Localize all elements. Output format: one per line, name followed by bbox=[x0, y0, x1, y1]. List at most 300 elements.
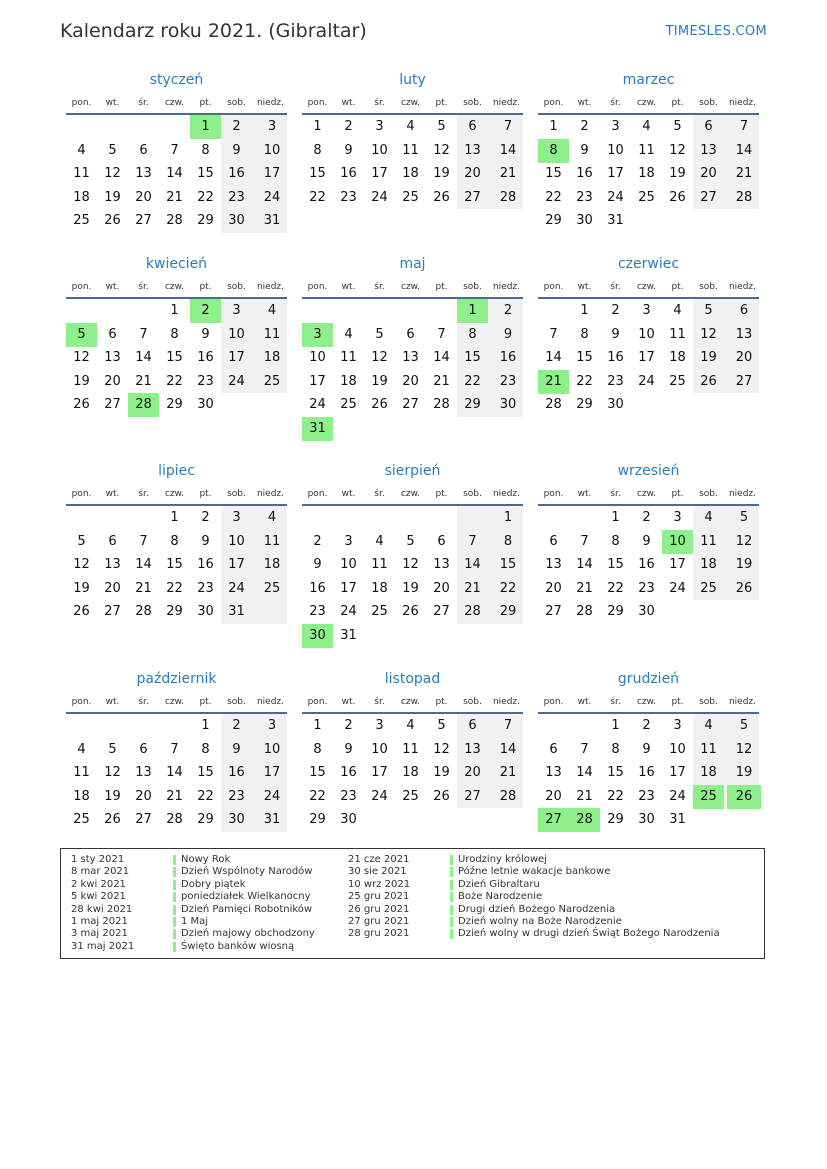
day-cell: 25 bbox=[263, 373, 281, 389]
weekday-label: pon. bbox=[307, 282, 328, 292]
day-cell: 28 bbox=[166, 812, 183, 827]
day-cell: 9 bbox=[344, 142, 353, 158]
legend-holiday-name: Urodziny królowej bbox=[458, 854, 547, 865]
legend-date: 2 kwi 2021 bbox=[71, 878, 126, 890]
day-cell: 6 bbox=[739, 303, 749, 318]
day-cell: 29 bbox=[545, 213, 562, 228]
day-cell: 30 bbox=[228, 213, 245, 228]
day-cell: 26 bbox=[104, 213, 121, 228]
day-cell: 22 bbox=[499, 580, 517, 596]
weekday-label: pon. bbox=[543, 98, 564, 108]
weekday-label: pt. bbox=[199, 98, 212, 108]
day-cell: 28 bbox=[128, 393, 159, 417]
day-cell: 13 bbox=[135, 166, 152, 181]
weekday-label: śr. bbox=[610, 489, 621, 499]
legend-date: 28 gru 2021 bbox=[348, 928, 410, 940]
day-cell: 11 bbox=[669, 326, 686, 342]
day-cell: 21 bbox=[538, 370, 569, 394]
day-cell: 18 bbox=[402, 166, 419, 181]
day-cell: 4 bbox=[704, 718, 713, 733]
weekday-label: niedz. bbox=[256, 282, 285, 292]
day-cell: 22 bbox=[166, 373, 183, 389]
day-cell: 6 bbox=[549, 533, 558, 549]
day-cell: 1 bbox=[201, 718, 210, 733]
day-cell: 18 bbox=[73, 788, 90, 804]
day-cell: 28 bbox=[569, 808, 600, 832]
month-name: wrzesień bbox=[617, 463, 680, 479]
weekday-label: niedz. bbox=[728, 697, 757, 707]
legend-holiday-name: Dzień Gibraltaru bbox=[458, 878, 540, 890]
legend-marker bbox=[450, 855, 453, 865]
day-cell: 14 bbox=[135, 557, 152, 572]
day-cell: 10 bbox=[662, 530, 693, 554]
day-cell: 11 bbox=[73, 166, 90, 181]
day-cell: 6 bbox=[406, 326, 415, 342]
day-cell: 19 bbox=[402, 580, 419, 596]
day-cell: 18 bbox=[371, 580, 388, 596]
day-cell: 1 bbox=[170, 510, 179, 525]
legend-date: 10 wrz 2021 bbox=[348, 878, 411, 890]
weekday-label: wt. bbox=[105, 697, 120, 707]
day-cell: 17 bbox=[638, 350, 655, 365]
day-cell: 18 bbox=[700, 765, 717, 780]
day-cell: 22 bbox=[576, 373, 593, 389]
day-cell: 20 bbox=[700, 166, 717, 181]
day-cell: 23 bbox=[607, 373, 624, 389]
day-cell: 22 bbox=[607, 580, 624, 596]
day-cell: 19 bbox=[700, 350, 717, 365]
day-cell: 5 bbox=[108, 142, 117, 158]
legend-holiday-name: Dzień wolny na Boże Narodzenie bbox=[458, 916, 622, 927]
day-cell: 15 bbox=[197, 166, 214, 181]
day-cell: 9 bbox=[580, 142, 589, 158]
day-cell: 26 bbox=[73, 397, 90, 412]
day-cell: 15 bbox=[197, 765, 214, 780]
day-cell: 3 bbox=[267, 119, 277, 134]
day-cell: 5 bbox=[673, 119, 682, 134]
weekday-label: czw. bbox=[400, 98, 421, 108]
day-cell: 2 bbox=[232, 119, 241, 134]
day-cell: 7 bbox=[739, 119, 749, 134]
day-cell: 12 bbox=[735, 533, 753, 549]
legend-marker bbox=[450, 929, 453, 939]
day-cell: 14 bbox=[735, 142, 753, 158]
weekday-label: pon. bbox=[543, 697, 564, 707]
day-cell: 6 bbox=[108, 326, 117, 342]
weekday-label: niedz. bbox=[256, 697, 285, 707]
day-cell: 13 bbox=[545, 557, 562, 572]
legend-holiday-name: Dzień Wspólnoty Narodów bbox=[181, 866, 313, 878]
legend-marker bbox=[173, 880, 176, 890]
day-cell: 8 bbox=[468, 326, 477, 342]
month-name: kwiecień bbox=[145, 256, 208, 272]
day-cell: 24 bbox=[669, 788, 686, 804]
day-cell: 19 bbox=[433, 765, 450, 780]
day-cell: 30 bbox=[197, 604, 214, 619]
day-cell: 24 bbox=[371, 189, 388, 205]
day-cell: 20 bbox=[433, 580, 450, 596]
day-cell: 22 bbox=[309, 189, 326, 205]
legend-marker bbox=[173, 905, 176, 915]
day-cell: 3 bbox=[232, 303, 241, 318]
day-cell: 7 bbox=[580, 741, 589, 757]
day-cell: 14 bbox=[433, 350, 450, 365]
weekday-label: niedz. bbox=[256, 98, 285, 108]
weekday-label: wt. bbox=[341, 697, 356, 707]
day-cell: 13 bbox=[464, 741, 481, 757]
day-cell: 19 bbox=[73, 580, 90, 596]
weekday-label: niedz. bbox=[492, 697, 521, 707]
day-cell: 6 bbox=[468, 119, 477, 134]
day-cell: 3 bbox=[375, 718, 384, 733]
day-cell: 9 bbox=[201, 326, 210, 342]
weekday-label: sob. bbox=[463, 98, 482, 108]
day-cell: 17 bbox=[669, 765, 686, 780]
day-cell: 22 bbox=[197, 189, 214, 205]
day-cell: 25 bbox=[263, 580, 281, 596]
day-cell: 15 bbox=[166, 557, 183, 572]
day-cell: 21 bbox=[576, 788, 593, 804]
day-cell: 3 bbox=[642, 303, 651, 318]
day-cell: 15 bbox=[464, 350, 481, 365]
weekday-label: pt. bbox=[671, 489, 684, 499]
day-cell: 22 bbox=[464, 373, 481, 389]
day-cell: 8 bbox=[611, 741, 620, 757]
day-cell: 17 bbox=[309, 373, 326, 389]
day-cell: 26 bbox=[700, 373, 717, 389]
day-cell: 1 bbox=[503, 510, 513, 525]
day-cell: 8 bbox=[313, 142, 322, 158]
day-cell: 6 bbox=[468, 718, 477, 733]
day-cell: 6 bbox=[108, 533, 117, 549]
weekday-label: śr. bbox=[610, 282, 621, 292]
weekday-label: pt. bbox=[435, 98, 448, 108]
day-cell: 4 bbox=[77, 741, 86, 757]
day-cell: 19 bbox=[371, 373, 388, 389]
day-cell: 14 bbox=[499, 741, 517, 757]
day-cell: 30 bbox=[197, 397, 214, 412]
day-cell: 5 bbox=[437, 718, 446, 733]
legend-holiday-name: Boże Narodzenie bbox=[458, 891, 543, 903]
day-cell: 16 bbox=[309, 580, 326, 596]
day-cell: 13 bbox=[433, 557, 450, 572]
legend-holiday-name: Dzień Pamięci Robotników bbox=[181, 903, 313, 915]
day-cell: 15 bbox=[576, 350, 593, 365]
day-cell: 4 bbox=[406, 718, 415, 733]
day-cell: 24 bbox=[607, 189, 624, 205]
day-cell: 4 bbox=[267, 510, 277, 525]
day-cell: 2 bbox=[344, 718, 353, 733]
month-name: grudzień bbox=[617, 671, 680, 687]
legend-holiday-name: Dzień wolny w drugi dzień Świąt Bożego Narodzenia bbox=[458, 928, 720, 940]
day-cell: 7 bbox=[503, 718, 513, 733]
day-cell: 27 bbox=[433, 604, 450, 619]
day-cell: 16 bbox=[340, 166, 357, 181]
day-cell: 31 bbox=[607, 213, 624, 228]
day-cell: 20 bbox=[545, 580, 562, 596]
day-cell: 25 bbox=[73, 213, 90, 228]
legend-holiday-name: poniedziałek Wielkanocny bbox=[181, 891, 311, 903]
weekday-label: śr. bbox=[374, 489, 385, 499]
day-cell: 12 bbox=[433, 142, 450, 158]
weekday-label: niedz. bbox=[492, 98, 521, 108]
day-cell: 17 bbox=[371, 166, 388, 181]
day-cell: 5 bbox=[66, 323, 97, 347]
day-cell: 21 bbox=[135, 580, 152, 596]
day-cell: 3 bbox=[344, 533, 353, 549]
weekday-label: czw. bbox=[164, 489, 185, 499]
brand-link[interactable]: TIMESLES.COM bbox=[665, 24, 767, 39]
day-cell: 2 bbox=[313, 533, 322, 549]
day-cell: 20 bbox=[735, 350, 753, 365]
day-cell: 15 bbox=[545, 166, 562, 181]
day-cell: 20 bbox=[464, 166, 481, 181]
weekday-label: wt. bbox=[105, 98, 120, 108]
day-cell: 31 bbox=[228, 604, 245, 619]
day-cell: 3 bbox=[673, 510, 682, 525]
day-cell: 6 bbox=[549, 741, 558, 757]
legend-holiday-name: Nowy Rok bbox=[181, 854, 231, 865]
day-cell: 30 bbox=[228, 812, 245, 827]
weekday-label: wt. bbox=[341, 282, 356, 292]
day-cell: 9 bbox=[232, 142, 241, 158]
month-name: listopad bbox=[384, 671, 441, 687]
day-cell: 29 bbox=[197, 812, 214, 827]
day-cell: 26 bbox=[727, 785, 761, 809]
day-cell: 21 bbox=[576, 580, 593, 596]
day-cell: 17 bbox=[263, 765, 281, 780]
day-cell: 19 bbox=[104, 788, 121, 804]
weekday-label: śr. bbox=[138, 98, 149, 108]
day-cell: 9 bbox=[503, 326, 513, 342]
legend-marker bbox=[173, 917, 176, 927]
day-cell: 23 bbox=[340, 788, 357, 804]
day-cell: 31 bbox=[302, 417, 333, 441]
day-cell: 10 bbox=[607, 142, 624, 158]
day-cell: 2 bbox=[611, 303, 620, 318]
day-cell: 22 bbox=[197, 788, 214, 804]
legend-marker bbox=[450, 892, 453, 902]
day-cell: 4 bbox=[344, 326, 353, 342]
day-cell: 21 bbox=[166, 788, 183, 804]
weekday-label: sob. bbox=[227, 282, 246, 292]
legend-date: 21 cze 2021 bbox=[348, 854, 410, 865]
day-cell: 27 bbox=[464, 189, 481, 205]
day-cell: 10 bbox=[371, 142, 388, 158]
day-cell: 25 bbox=[693, 785, 724, 809]
day-cell: 8 bbox=[580, 326, 589, 342]
weekday-label: sob. bbox=[463, 489, 482, 499]
day-cell: 11 bbox=[340, 350, 357, 365]
day-cell: 23 bbox=[197, 373, 214, 389]
day-cell: 12 bbox=[402, 557, 419, 572]
day-cell: 14 bbox=[135, 350, 152, 365]
day-cell: 20 bbox=[464, 765, 481, 780]
legend-marker bbox=[450, 880, 453, 890]
day-cell: 10 bbox=[263, 142, 281, 158]
day-cell: 30 bbox=[576, 213, 593, 228]
day-cell: 24 bbox=[340, 604, 357, 619]
day-cell: 4 bbox=[673, 303, 682, 318]
day-cell: 15 bbox=[309, 166, 326, 181]
day-cell: 23 bbox=[638, 580, 655, 596]
day-cell: 11 bbox=[402, 741, 419, 757]
day-cell: 12 bbox=[700, 326, 717, 342]
day-cell: 10 bbox=[228, 326, 245, 342]
weekday-label: pon. bbox=[307, 489, 328, 499]
day-cell: 23 bbox=[228, 189, 245, 205]
day-cell: 28 bbox=[735, 189, 753, 205]
day-cell: 24 bbox=[309, 397, 326, 412]
day-cell: 2 bbox=[232, 718, 241, 733]
day-cell: 28 bbox=[166, 213, 183, 228]
day-cell: 28 bbox=[545, 397, 562, 412]
day-cell: 23 bbox=[576, 189, 593, 205]
day-cell: 29 bbox=[309, 812, 326, 827]
weekday-label: pt. bbox=[671, 697, 684, 707]
day-cell: 30 bbox=[499, 397, 517, 412]
weekday-label: niedz. bbox=[492, 282, 521, 292]
day-cell: 23 bbox=[228, 788, 245, 804]
legend-holiday-name: Dzień majowy obchodzony bbox=[181, 928, 315, 940]
day-cell: 3 bbox=[673, 718, 682, 733]
legend-date: 3 maj 2021 bbox=[71, 928, 128, 940]
day-cell: 10 bbox=[228, 533, 245, 549]
legend-marker bbox=[173, 892, 176, 902]
day-cell: 14 bbox=[166, 166, 183, 181]
day-cell: 25 bbox=[669, 373, 686, 389]
day-cell: 29 bbox=[607, 812, 624, 827]
day-cell: 14 bbox=[166, 765, 183, 780]
day-cell: 7 bbox=[170, 142, 179, 158]
weekday-label: sob. bbox=[463, 282, 482, 292]
day-cell: 10 bbox=[263, 741, 281, 757]
day-cell: 3 bbox=[302, 323, 333, 347]
weekday-label: czw. bbox=[400, 282, 421, 292]
legend-marker bbox=[450, 905, 453, 915]
weekday-label: sob. bbox=[463, 697, 482, 707]
day-cell: 1 bbox=[457, 299, 488, 323]
day-cell: 7 bbox=[437, 326, 446, 342]
day-cell: 31 bbox=[340, 627, 357, 643]
day-cell: 23 bbox=[309, 604, 326, 619]
weekday-label: pt. bbox=[671, 98, 684, 108]
day-cell: 5 bbox=[739, 510, 749, 525]
day-cell: 29 bbox=[166, 604, 183, 619]
day-cell: 13 bbox=[545, 765, 562, 780]
day-cell: 22 bbox=[607, 788, 624, 804]
weekday-label: wt. bbox=[105, 489, 120, 499]
day-cell: 8 bbox=[170, 326, 179, 342]
weekday-label: pon. bbox=[307, 697, 328, 707]
legend-marker bbox=[173, 929, 176, 939]
weekday-label: czw. bbox=[164, 282, 185, 292]
day-cell: 13 bbox=[104, 350, 121, 365]
day-cell: 30 bbox=[302, 624, 333, 648]
day-cell: 29 bbox=[464, 397, 481, 412]
day-cell: 27 bbox=[464, 788, 481, 804]
weekday-label: czw. bbox=[636, 282, 657, 292]
day-cell: 17 bbox=[228, 557, 245, 572]
day-cell: 31 bbox=[263, 213, 281, 228]
day-cell: 16 bbox=[228, 765, 245, 780]
day-cell: 30 bbox=[340, 812, 357, 827]
day-cell: 27 bbox=[538, 808, 569, 832]
day-cell: 1 bbox=[170, 303, 179, 318]
legend-date: 28 kwi 2021 bbox=[71, 903, 133, 915]
day-cell: 9 bbox=[232, 741, 241, 757]
weekday-label: pon. bbox=[307, 98, 328, 108]
day-cell: 1 bbox=[611, 510, 620, 525]
month-name: sierpień bbox=[384, 463, 441, 479]
legend-date: 1 sty 2021 bbox=[71, 854, 125, 865]
day-cell: 2 bbox=[190, 299, 221, 323]
weekday-label: wt. bbox=[105, 282, 120, 292]
day-cell: 31 bbox=[669, 812, 686, 827]
day-cell: 21 bbox=[499, 166, 517, 181]
weekday-label: czw. bbox=[636, 697, 657, 707]
day-cell: 12 bbox=[73, 350, 90, 365]
legend-holiday-name: Późne letnie wakacje bankowe bbox=[458, 866, 611, 878]
day-cell: 5 bbox=[108, 741, 117, 757]
day-cell: 8 bbox=[201, 741, 210, 757]
day-cell: 2 bbox=[201, 510, 210, 525]
day-cell: 17 bbox=[607, 166, 624, 181]
legend-marker bbox=[450, 917, 453, 927]
weekday-label: niedz. bbox=[728, 489, 757, 499]
day-cell: 18 bbox=[263, 350, 281, 365]
day-cell: 27 bbox=[135, 812, 152, 827]
day-cell: 11 bbox=[700, 741, 717, 757]
day-cell: 25 bbox=[340, 397, 357, 412]
day-cell: 19 bbox=[104, 189, 121, 205]
day-cell: 5 bbox=[437, 119, 446, 134]
day-cell: 21 bbox=[166, 189, 183, 205]
day-cell: 17 bbox=[263, 166, 281, 181]
day-cell: 20 bbox=[402, 373, 419, 389]
day-cell: 10 bbox=[309, 350, 326, 365]
weekday-label: czw. bbox=[400, 489, 421, 499]
day-cell: 29 bbox=[197, 213, 214, 228]
day-cell: 17 bbox=[371, 765, 388, 780]
day-cell: 8 bbox=[503, 533, 513, 549]
day-cell: 26 bbox=[669, 189, 686, 205]
day-cell: 20 bbox=[135, 788, 152, 804]
day-cell: 17 bbox=[228, 350, 245, 365]
day-cell: 14 bbox=[545, 350, 562, 365]
day-cell: 29 bbox=[607, 604, 624, 619]
weekday-label: pt. bbox=[435, 489, 448, 499]
day-cell: 16 bbox=[197, 557, 214, 572]
day-cell: 27 bbox=[104, 397, 121, 412]
day-cell: 12 bbox=[104, 166, 121, 181]
day-cell: 25 bbox=[700, 580, 717, 596]
legend-holiday-name: Święto banków wiosną bbox=[181, 940, 295, 952]
legend-marker bbox=[173, 942, 176, 952]
day-cell: 5 bbox=[739, 718, 749, 733]
day-cell: 20 bbox=[545, 788, 562, 804]
day-cell: 6 bbox=[437, 533, 446, 549]
legend-holiday-name: Drugi dzień Bożego Narodzenia bbox=[458, 903, 616, 915]
day-cell: 4 bbox=[642, 119, 651, 134]
weekday-label: czw. bbox=[400, 697, 421, 707]
day-cell: 11 bbox=[638, 142, 655, 158]
weekday-label: czw. bbox=[636, 489, 657, 499]
day-cell: 7 bbox=[139, 326, 148, 342]
day-cell: 27 bbox=[104, 604, 121, 619]
legend-date: 1 maj 2021 bbox=[71, 916, 128, 927]
day-cell: 26 bbox=[104, 812, 121, 827]
